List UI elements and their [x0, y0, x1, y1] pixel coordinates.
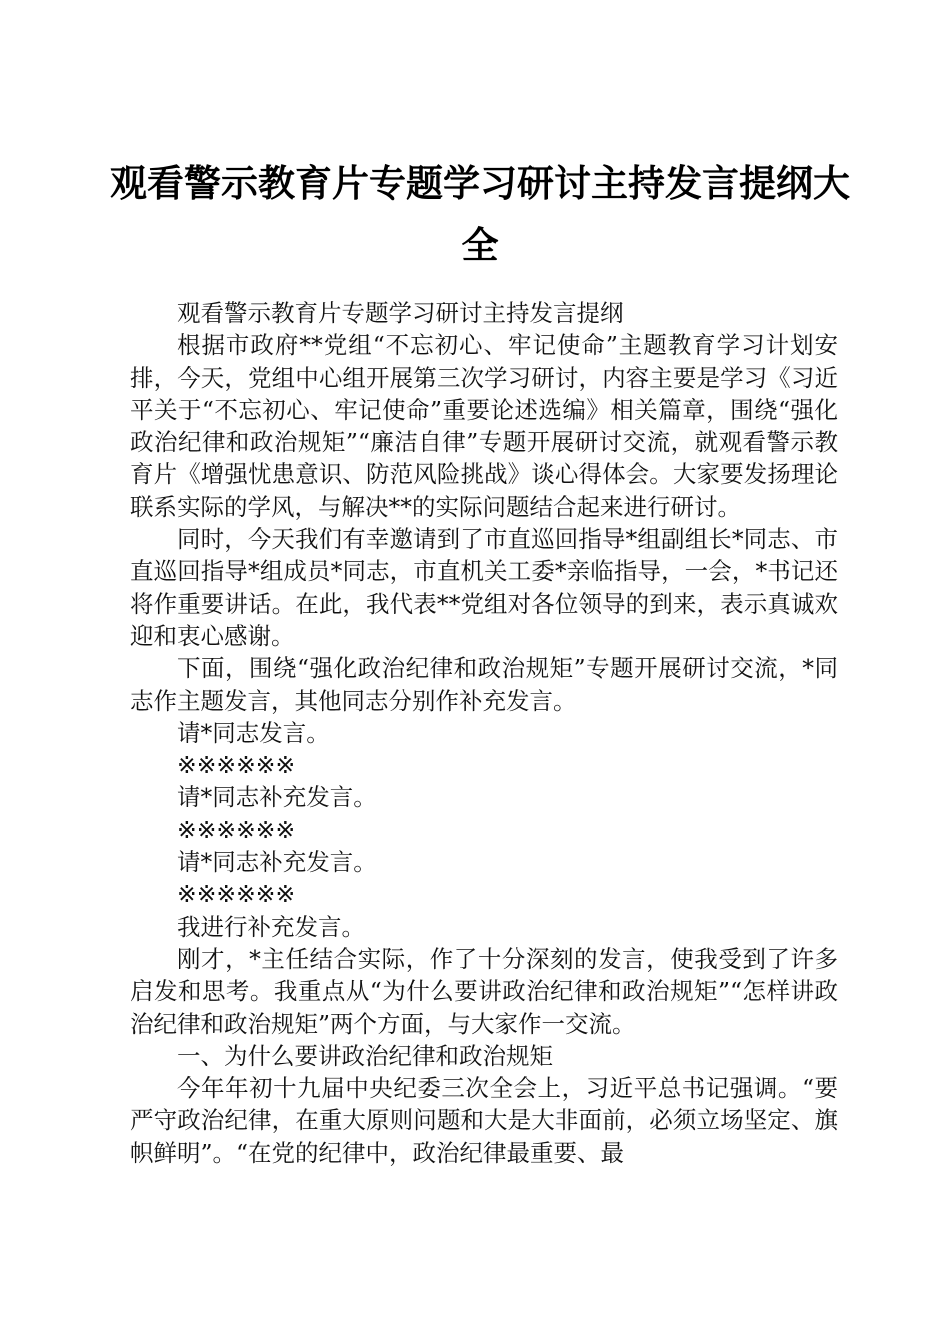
paragraph: 刚才，*主任结合实际，作了十分深刻的发言，使我受到了许多启发和思考。我重点从“为什么要讲政治纪律和政治规矩”“怎样讲政治纪律和政治规矩”两个方面，与大家作一交流。 — [130, 944, 838, 1038]
document-body — [130, 297, 838, 1169]
paragraph: 我进行补充发言。 — [177, 912, 365, 941]
paragraph: 今年年初十九届中央纪委三次全会上，习近平总书记强调。“要严守政治纪律，在重大原则问题和大是大非面前，必须立场坚定、旗帜鲜明”。“在党的纪律中，政治纪律最重要、最 — [130, 1074, 838, 1167]
subtitle-paragraph: 观看警示教育片专题学习研讨主持发言提纲 — [177, 299, 624, 327]
paragraph: 同时，今天我们有幸邀请到了市直巡回指导*组副组长*同志、市直巡回指导*组成员*同志，市直机关工委*亲临指导，一会，*书记还将作重要讲话。在此，我代表**党组对各位领导的到来，表示真诚欢迎和衷心感谢。 — [130, 525, 838, 650]
separator-marks: ※※※※※※ — [177, 815, 296, 844]
section-heading: 一、为什么要讲政治纪律和政治规矩 — [177, 1041, 553, 1070]
paragraph: 请*同志发言。 — [177, 718, 330, 747]
paragraph: 请*同志补充发言。 — [177, 848, 377, 877]
separator-marks: ※※※※※※ — [177, 751, 296, 780]
paragraph: 请*同志补充发言。 — [177, 783, 377, 812]
document-title: 观看警示教育片专题学习研讨主持发言提纲大全 — [110, 161, 850, 267]
separator-marks: ※※※※※※ — [177, 880, 296, 909]
paragraph: 下面，围绕“强化政治纪律和政治规矩”专题开展研讨交流，*同志作主题发言，其他同志分别作补充发言。 — [130, 654, 838, 715]
paragraph: 根据市政府**党组“不忘初心、牢记使命”主题教育学习计划安排，今天，党组中心组开展第三次学习研讨，内容主要是学习《习近平关于“不忘初心、牢记使命”重要论述选编》相关篇章，围绕“强化政治纪律和政治规矩”“廉洁自律”专题开展研讨交流，就观看警示教育片《增强忧患意识、防范风险挑战》谈心得体会。大家要发扬理论联系实际的学风，与解决**的实际问题结合起来进行研讨。 — [130, 331, 838, 521]
